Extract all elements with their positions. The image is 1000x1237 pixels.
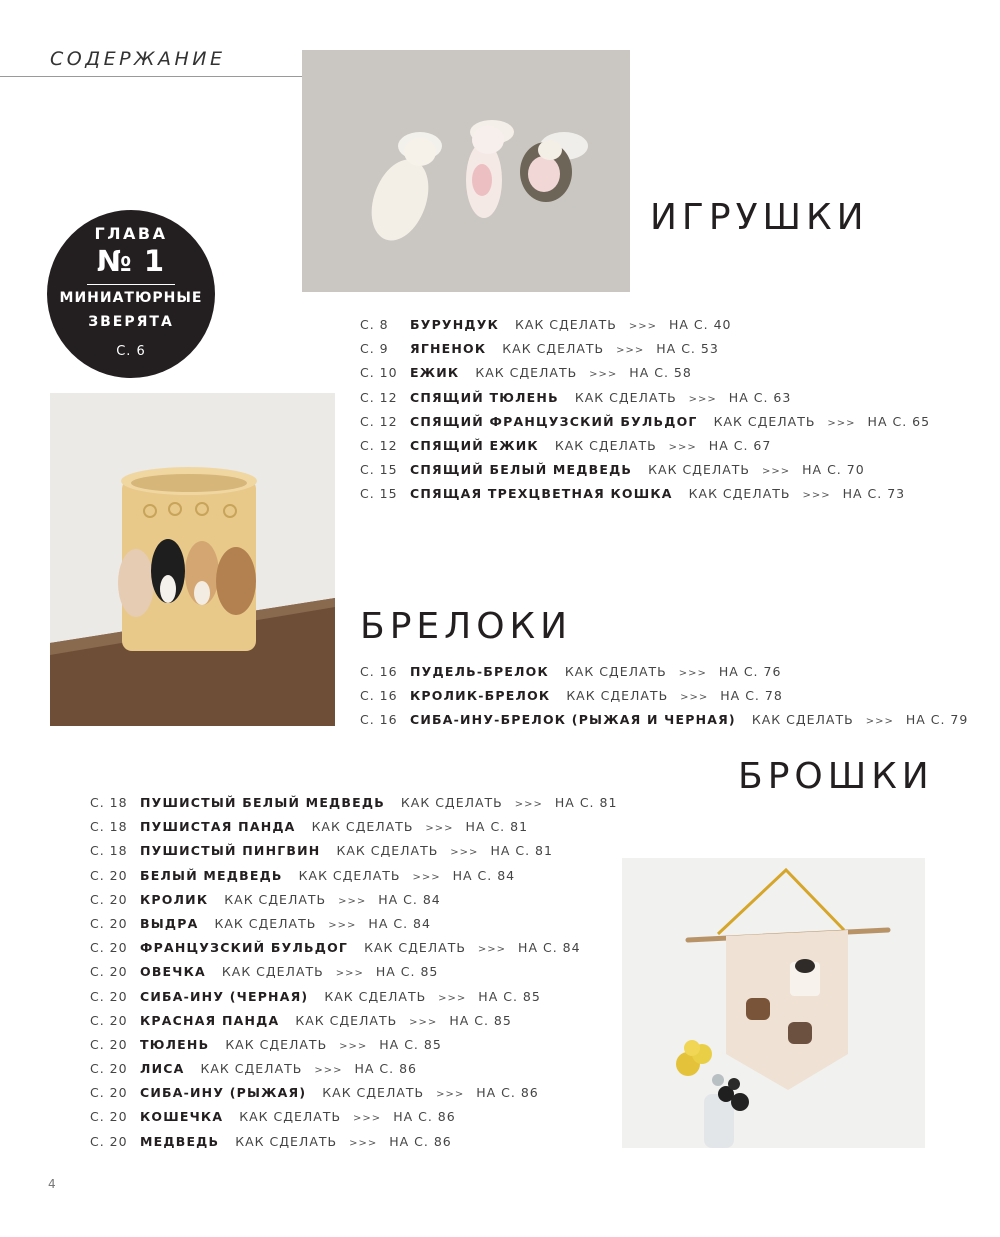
entry-how-label: КАК СДЕЛАТЬ [239,1109,342,1125]
chapter-badge [47,210,215,378]
entry-reference: НА С. 81 [490,843,553,859]
toys-photo [302,50,630,292]
entry-how-label: КАК СДЕЛАТЬ [688,486,791,502]
entry-page: С. 12 [360,437,398,453]
badge-chapter-page: С. 6 [116,344,146,359]
toc-entry [90,960,617,984]
entry-arrows: >>> [477,944,507,956]
entry-reference: НА С. 86 [389,1133,452,1149]
entry-reference: НА С. 67 [708,437,772,453]
entry-arrows: >>> [425,823,454,835]
entry-how-label: КАК СДЕЛАТЬ [566,688,669,704]
entry-reference: НА С. 53 [656,341,719,357]
entry-page: С. 16 [360,664,398,679]
toc-entry [90,1105,617,1129]
toc-entry [90,912,617,936]
entry-name: КРОЛИК-БРЕЛОК [410,688,551,704]
header-divider [0,76,302,77]
badge-chapter-number: № 1 [96,244,166,278]
toc-entry [360,337,930,361]
toc-entry [360,708,968,732]
entry-arrows: >>> [438,992,467,1004]
entry-reference: НА С. 76 [718,664,782,679]
entry-page: С. 20 [90,1061,128,1077]
entry-reference: НА С. 84 [518,940,581,956]
entry-how-label: КАК СДЕЛАТЬ [364,940,466,956]
entry-arrows: >>> [409,1016,438,1028]
section-title-toys: ИГРУШКИ [650,197,869,238]
badge-chapter-name-line1: МИНИАТЮРНЫЕ [59,290,203,306]
entry-page: С. 20 [90,891,128,907]
entry-page: С. 12 [360,413,398,429]
badge-chapter-label: ГЛАВА [94,224,168,243]
toys-entry-list [360,313,930,507]
entry-arrows: >>> [338,895,367,907]
entry-name: СПЯЩИЙ БЕЛЫЙ МЕДВЕДЬ [410,462,633,478]
entry-reference: НА С. 84 [452,867,516,883]
entry-arrows: >>> [688,393,717,405]
entry-arrows: >>> [762,466,791,478]
entry-reference: НА С. 85 [478,988,541,1004]
entry-page: С. 20 [90,988,128,1004]
entry-page: С. 20 [90,964,128,980]
entry-name: ТЮЛЕНЬ [140,1036,210,1052]
entry-arrows: >>> [328,919,357,931]
entry-page: С. 10 [360,365,398,381]
entry-how-label: КАК СДЕЛАТЬ [200,1061,303,1077]
entry-arrows: >>> [827,417,856,429]
entry-name: БЕЛЫЙ МЕДВЕДЬ [140,867,283,883]
brooches-entry-list [90,791,617,1154]
toc-entry [360,434,930,458]
keychains-entry-list [360,660,968,733]
toc-entry [90,1057,617,1081]
entry-reference: НА С. 84 [368,915,431,931]
entry-page: С. 20 [90,1012,128,1028]
entry-page: С. 18 [90,843,128,859]
entry-reference: НА С. 85 [375,964,439,980]
entry-reference: НА С. 79 [905,712,969,728]
entry-reference: НА С. 84 [378,891,441,907]
entry-arrows: >>> [616,345,645,357]
entry-name: ВЫДРА [140,915,199,931]
entry-page: С. 12 [360,389,398,405]
entry-page: С. 15 [360,486,398,502]
entry-how-label: КАК СДЕЛАТЬ [574,389,677,405]
entry-name: МЕДВЕДЬ [140,1133,220,1149]
keychains-photo [50,393,335,726]
entry-page: С. 20 [90,1109,128,1125]
toc-entry [360,361,930,385]
entry-name: ПУШИСТЫЙ БЕЛЫЙ МЕДВЕДЬ [140,795,385,810]
entry-page: С. 20 [90,1133,128,1149]
entry-how-label: КАК СДЕЛАТЬ [322,1085,425,1101]
entry-reference: НА С. 81 [465,819,529,835]
entry-reference: НА С. 40 [668,317,732,332]
entry-name: СПЯЩИЙ ТЮЛЕНЬ [410,389,559,405]
entry-page: С. 18 [90,795,128,810]
entry-name: КРОЛИК [140,891,209,907]
toc-entry [360,410,930,434]
entry-how-label: КАК СДЕЛАТЬ [224,891,327,907]
entry-name: СИБА-ИНУ-БРЕЛОК (РЫЖАЯ И ЧЕРНАЯ) [410,712,736,728]
toc-entry [90,791,617,815]
entry-reference: НА С. 85 [449,1012,512,1028]
entry-reference: НА С. 73 [842,486,906,502]
entry-how-label: КАК СДЕЛАТЬ [235,1133,338,1149]
entry-how-label: КАК СДЕЛАТЬ [324,988,427,1004]
entry-arrows: >>> [412,871,441,883]
toc-entry [360,660,968,684]
entry-reference: НА С. 78 [720,688,783,704]
entry-how-label: КАК СДЕЛАТЬ [214,915,317,931]
entry-name: СПЯЩАЯ ТРЕХЦВЕТНАЯ КОШКА [410,486,673,502]
entry-name: ЯГНЕНОК [410,341,487,357]
toc-entry [90,888,617,912]
entry-how-label: КАК СДЕЛАТЬ [295,1012,398,1028]
entry-how-label: КАК СДЕЛАТЬ [648,462,750,478]
entry-name: БУРУНДУК [410,317,500,332]
entry-page: С. 16 [360,688,398,704]
toc-entry [90,936,617,960]
entry-arrows: >>> [339,1040,368,1052]
entry-arrows: >>> [589,369,618,381]
entry-arrows: >>> [678,668,707,679]
entry-name: ЛИСА [140,1061,185,1077]
entry-how-label: КАК СДЕЛАТЬ [564,664,667,679]
entry-how-label: КАК СДЕЛАТЬ [400,795,503,810]
toc-entry [90,864,617,888]
entry-how-label: КАК СДЕЛАТЬ [221,964,324,980]
entry-how-label: КАК СДЕЛАТЬ [502,341,605,357]
entry-name: ПУШИСТАЯ ПАНДА [140,819,296,835]
page-number: 4 [48,1177,56,1191]
entry-arrows: >>> [353,1113,382,1125]
entry-how-label: КАК СДЕЛАТЬ [751,712,854,728]
entry-page: С. 20 [90,867,128,883]
entry-arrows: >>> [314,1065,343,1077]
entry-reference: НА С. 86 [476,1085,539,1101]
entry-page: С. 8 [360,317,389,332]
toc-entry [90,839,617,863]
entry-page: С. 20 [90,1036,128,1052]
entry-how-label: КАК СДЕЛАТЬ [336,843,439,859]
entry-page: С. 20 [90,1085,128,1101]
entry-reference: НА С. 70 [802,462,865,478]
entry-arrows: >>> [514,799,543,810]
badge-chapter-name-line2: ЗВЕРЯТА [88,314,174,330]
entry-name: СПЯЩИЙ ЕЖИК [410,437,539,453]
entry-page: С. 9 [360,341,389,357]
entry-reference: НА С. 86 [393,1109,456,1125]
entry-name: СПЯЩИЙ ФРАНЦУЗСКИЙ БУЛЬДОГ [410,413,698,429]
entry-name: ЕЖИК [410,365,460,381]
entry-how-label: КАК СДЕЛАТЬ [225,1036,328,1052]
entry-reference: НА С. 65 [867,413,931,429]
entry-reference: НА С. 81 [554,795,618,810]
entry-reference: НА С. 63 [728,389,792,405]
toc-entry [90,1009,617,1033]
entry-arrows: >>> [865,716,894,728]
entry-name: КРАСНАЯ ПАНДА [140,1012,280,1028]
toc-entry [360,386,930,410]
section-title-brooches: БРОШКИ [738,756,934,797]
toc-entry [360,482,930,506]
toc-entry [90,1033,617,1057]
section-title-keychains: БРЕЛОКИ [360,606,573,647]
toc-entry [90,1130,617,1154]
badge-divider [87,284,175,285]
entry-page: С. 16 [360,712,398,728]
entry-how-label: КАК СДЕЛАТЬ [554,437,657,453]
toc-entry [90,985,617,1009]
toc-entry [360,313,930,337]
toc-entry [90,815,617,839]
entry-name: СИБА-ИНУ (ЧЕРНАЯ) [140,988,309,1004]
entry-page: С. 20 [90,940,128,956]
entry-arrows: >>> [335,968,364,980]
entry-arrows: >>> [680,692,709,704]
entry-reference: НА С. 85 [379,1036,442,1052]
entry-arrows: >>> [802,490,831,502]
entry-name: ПУШИСТЫЙ ПИНГВИН [140,843,321,859]
entry-name: КОШЕЧКА [140,1109,224,1125]
entry-how-label: КАК СДЕЛАТЬ [311,819,414,835]
entry-name: ОВЕЧКА [140,964,206,980]
entry-arrows: >>> [668,441,697,453]
entry-how-label: КАК СДЕЛАТЬ [298,867,401,883]
entry-reference: НА С. 58 [629,365,692,381]
brooches-photo [622,858,925,1148]
entry-how-label: КАК СДЕЛАТЬ [713,413,816,429]
entry-name: ФРАНЦУЗСКИЙ БУЛЬДОГ [140,940,349,956]
entry-arrows: >>> [450,847,479,859]
entry-arrows: >>> [436,1089,465,1101]
entry-arrows: >>> [628,321,657,332]
entry-arrows: >>> [349,1137,378,1149]
entry-page: С. 15 [360,462,398,478]
entry-reference: НА С. 86 [354,1061,417,1077]
entry-name: ПУДЕЛЬ-БРЕЛОК [410,664,549,679]
toc-entry [90,1081,617,1105]
entry-page: С. 20 [90,915,128,931]
entry-how-label: КАК СДЕЛАТЬ [475,365,578,381]
entry-name: СИБА-ИНУ (РЫЖАЯ) [140,1085,307,1101]
entry-page: С. 18 [90,819,128,835]
page-header-title: СОДЕРЖАНИЕ [50,48,226,70]
toc-entry [360,458,930,482]
toc-entry [360,684,968,708]
entry-how-label: КАК СДЕЛАТЬ [515,317,617,332]
